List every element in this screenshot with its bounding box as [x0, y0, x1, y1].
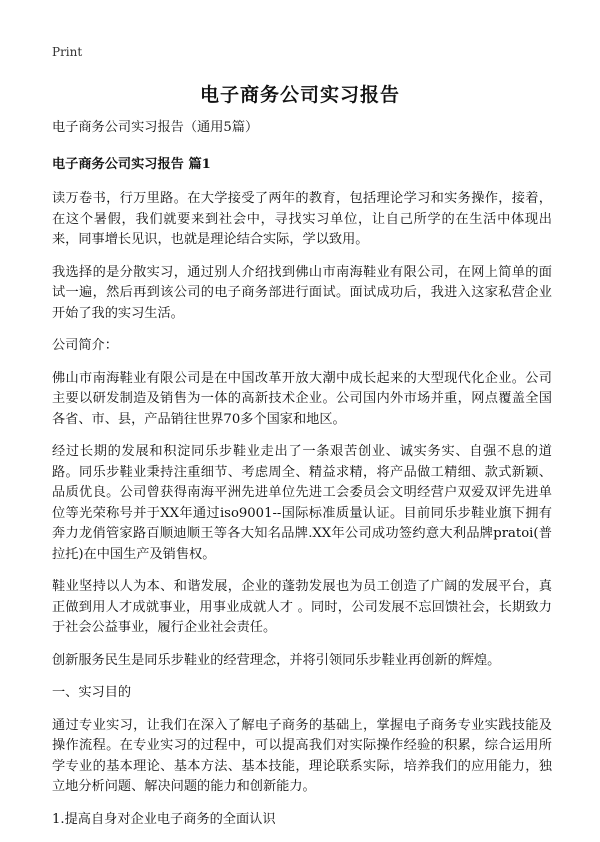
paragraph: 1.提高自身对企业电子商务的全面认识	[52, 811, 276, 827]
paragraph: 鞋业坚持以人为本、和谐发展，企业的蓬勃发展也为员工创造了广阔的发展平台，真正做到用人才成就事业，用事业成就人才 。同时，公司发展不忘回馈社会，长期致力于社会公益事业，履行企业社会责任。	[52, 579, 552, 635]
document-subtitle: 电子商务公司实习报告（通用5篇）	[52, 120, 259, 135]
paragraph: 一、实习目的	[52, 685, 132, 700]
paragraph: 通过专业实习，让我们在深入了解电子商务的基础上，掌握电子商务专业实践技能及操作流程。在专业实习的过程中，可以提高我们对实际操作经验的积累，综合运用所学专业的基本理论、基本方法、基本技能，理论联系实际，培养我们的应用能力，独立地分析问题、解决问题的能力和创新能力。	[52, 717, 552, 794]
paragraph: 公司简介：	[52, 338, 118, 353]
paragraph: 我选择的是分散实习，通过别人介绍找到佛山市南海鞋业有限公司，在网上简单的面试一遍，然后再到该公司的电子商务部进行面试。面试成功后，我进入这家私营企业开始了我的实习生活。	[52, 264, 552, 321]
document-body	[52, 118, 552, 842]
paragraph: 佛山市南海鞋业有限公司是在中国改革开放大潮中成长起来的大型现代化企业。公司主要以研发制造及销售为一体的高新技术企业。公司国内外市场并重，网点覆盖全国各省、市、县，产品销往世界70多个国家和地区。	[52, 370, 552, 427]
paragraph: 经过长期的发展和积淀同乐步鞋业走出了一条艰苦创业、诚实务实、自强不息的道路。同乐步鞋业秉持注重细节、考虑周全、精益求精，将产品做工精细、款式新颖、品质优良。公司曾获得南海平洲先进单位先进工会委员会文明经营户双爱双评先进单位等光荣称号并于XX年通过iso9001--国际标准质量认证。目前同乐步鞋业旗下拥有 奔力龙俏管家路百顺迪顺王等各大知名品牌.XX年公司成功签约意大利品牌pratoi(普拉托)在中国生产及销售权。	[52, 444, 552, 562]
print-label: Print	[52, 45, 83, 59]
section-heading: 电子商务公司实习报告 篇1	[52, 156, 211, 172]
paragraph: 读万卷书，行万里路。在大学接受了两年的教育，包括理论学习和实务操作，接着，在这个暑假，我们就要来到社会中，寻找实习单位，让自己所学的在生活中体现出来，同事增长见识，也就是理论结合实际，学以致用。	[52, 191, 552, 247]
paragraph: 创新服务民生是同乐步鞋业的经营理念，并将引领同乐步鞋业再创新的辉煌。	[52, 652, 501, 668]
document-title: 电子商务公司实习报告	[199, 84, 400, 106]
